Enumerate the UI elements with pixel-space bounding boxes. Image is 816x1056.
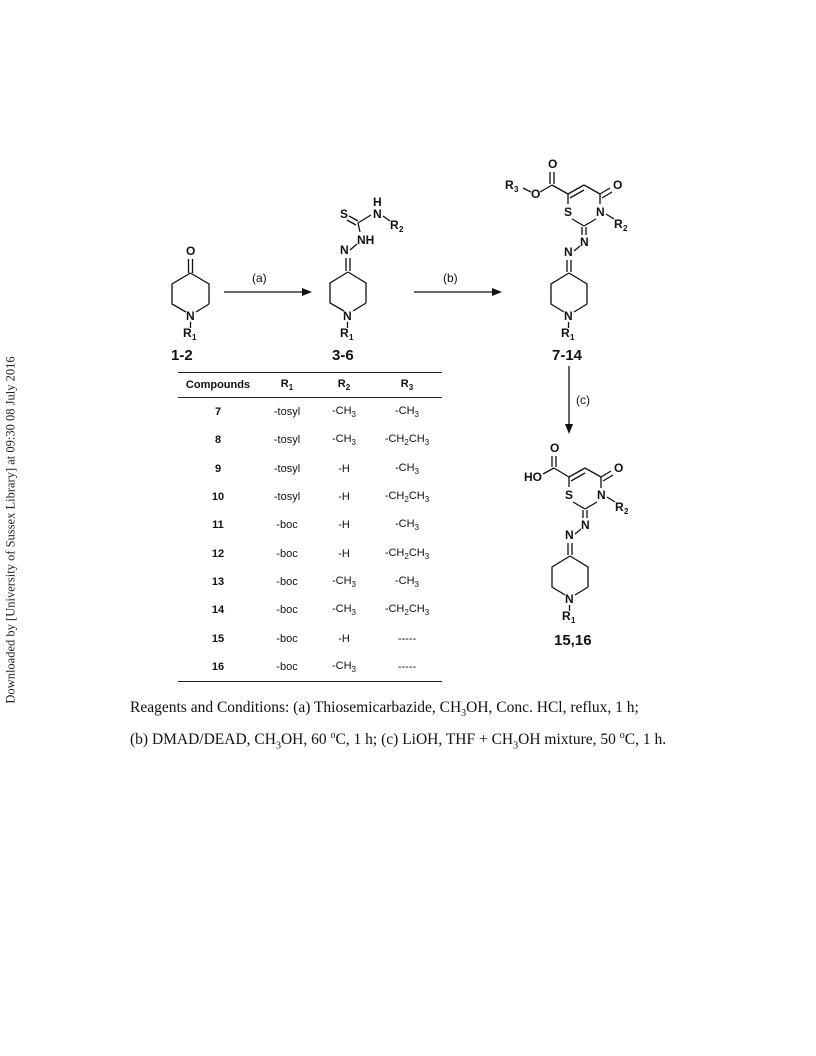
r1-label: R [183,326,192,340]
compound-7-14-structure [505,157,628,342]
ring-nitrogen-label-2: N [343,309,352,323]
arrow-step-c [565,366,590,434]
download-notice: Downloaded by [University of Sussex Library] at 09:30 08 July 2016 [3,356,18,704]
header-r2: $R_2$ [316,373,372,398]
ester-carbonyl-oxygen: O [548,157,558,171]
svg-text:1: 1 [570,333,575,342]
carbonyl-oxygen-label: O [186,244,196,258]
cell-compound: 8 [214,434,222,447]
cell-r1: -tosyl [273,491,301,504]
compound-label-7-14: 7-14 [552,347,583,364]
thiazine-nitrogen: N [596,205,605,219]
r1-label-3: R [561,326,570,340]
table-row [178,483,442,511]
cell-r3: $-CH_3$ [394,574,419,590]
cell-r3: $-CH_2CH_3$ [384,433,430,448]
r2-label-3: R [615,500,624,514]
step-b-label: (b) [443,271,458,285]
header-r3: $R_3$ [372,373,442,398]
cell-r2: $-CH_3$ [316,653,372,682]
cell-r3: ----- [372,653,442,682]
cell-compound: 16 [178,653,258,682]
compound-label-3-6: 3-6 [332,347,354,364]
cell-compound: 10 [211,491,225,504]
cell-compound: 14 [211,604,225,617]
table-row [178,596,442,624]
cell-r3: $-CH_2CH_3$ [384,489,430,505]
cell-r1: -boc [276,604,298,617]
compound-label-1-2: 1-2 [171,347,193,364]
svg-text:2: 2 [399,225,404,234]
cell-r2: -H [338,491,350,504]
cell-compound: 12 [211,547,225,560]
substituent-table [178,372,442,682]
table-row [178,398,442,427]
ring-nitrogen-label-3: N [564,309,573,323]
cell-compound: 15 [211,632,225,645]
cell-r3: $-CH_2CH_3$ [384,603,430,618]
cell-r3: $-CH_2CH_3$ [384,546,430,561]
thiazine-sulfur: S [564,205,573,219]
cell-compound: 11 [212,519,224,532]
cell-r2: -H [338,462,350,475]
scheme-caption [130,697,730,757]
compound-label-15-16: 15,16 [554,632,592,649]
table-row [178,568,442,596]
table-row [178,455,442,483]
acid-thiazine-nitrogen: N [597,488,606,502]
arrow-step-b [414,271,502,296]
ring-nitrogen-label-4: N [565,592,574,606]
cell-r2: $-CH_3$ [331,603,356,618]
cell-r2: -H [338,519,350,532]
svg-text:2: 2 [624,507,629,516]
caption-line-2: (b) DMAD/DEAD, $CH_3OH$, 60 $^o$C, 1 h; (c) LiOH, THF + $CH_3OH$ mixture, 50 $^o$C, 1 h. [130,730,667,752]
hydrazine-nh-label: NH [357,233,375,247]
ring-carbonyl-oxygen: O [613,178,623,192]
table-body [178,398,442,682]
acid-ring-carbonyl-oxygen: O [614,461,624,475]
cell-r2: $-CH_3$ [331,405,356,420]
table-row [178,624,442,652]
cell-r1: -boc [276,519,298,532]
svg-text:1: 1 [349,333,354,342]
caption-line-1: Reagents and Conditions: (a) Thiosemicarbazide, $CH_3OH$, Conc. HCl, reflux, 1 h; [130,699,639,720]
table-row [178,539,442,567]
r2-label-2: R [614,217,623,231]
ester-oxygen: O [531,187,541,201]
table-row [178,426,442,454]
cell-r2: $-CH_3$ [331,433,356,448]
table-header-row [178,373,442,398]
cell-r3: $-CH_3$ [394,405,419,420]
step-c-label: (c) [576,393,590,407]
r1-label-2: R [340,326,349,340]
table-row [178,511,442,539]
svg-text:1: 1 [192,333,197,342]
cell-r1: -tosyl [273,406,301,419]
amide-nitrogen-label: N [373,207,382,221]
acid-azine-nitrogen-2: N [565,528,574,542]
header-compounds: Compounds [178,373,258,398]
compound-15-16-structure [524,441,629,625]
hydroxyl-label: HO [524,470,542,484]
cell-r2: -H [338,547,350,560]
cell-compound: 7 [214,406,222,419]
r1-label-4: R [562,609,571,623]
svg-text:1: 1 [571,616,576,625]
azine-nitrogen-1: N [580,235,589,249]
acid-thiazine-sulfur: S [565,488,574,502]
cell-r3: ----- [397,632,417,645]
azine-nitrogen-2: N [564,245,573,259]
acid-carbonyl-oxygen: O [550,441,560,455]
cell-r3: $-CH_3$ [394,518,419,533]
cell-r1: -boc [276,632,298,645]
cell-r3: $-CH_3$ [394,461,419,476]
cell-r1: -boc [258,653,316,682]
acid-azine-nitrogen-1: N [581,518,590,532]
r3-label: R [505,178,514,192]
cell-r1: -boc [276,547,298,560]
cell-r1: -boc [276,575,298,588]
cell-r1: -tosyl [273,434,301,447]
table-row [178,653,442,682]
hydrogen-label: H [373,195,382,209]
arrow-step-a [224,271,312,296]
sulfur-label: S [340,207,349,221]
compound-1-2-structure [172,244,209,342]
cell-compound: 13 [211,575,225,588]
r2-label: R [390,218,399,232]
svg-text:2: 2 [623,224,628,233]
cell-compound: 9 [214,462,222,475]
imine-nitrogen-label: N [340,243,349,257]
compound-3-6-structure [330,195,404,342]
cell-r1: -tosyl [273,462,301,475]
svg-text:3: 3 [514,185,519,194]
cell-r2: $-CH_3$ [331,574,356,590]
step-a-label: (a) [252,271,267,285]
ring-nitrogen-label: N [186,309,195,323]
cell-r2: -H [338,632,350,645]
header-r1: $R_1$ [258,373,316,398]
